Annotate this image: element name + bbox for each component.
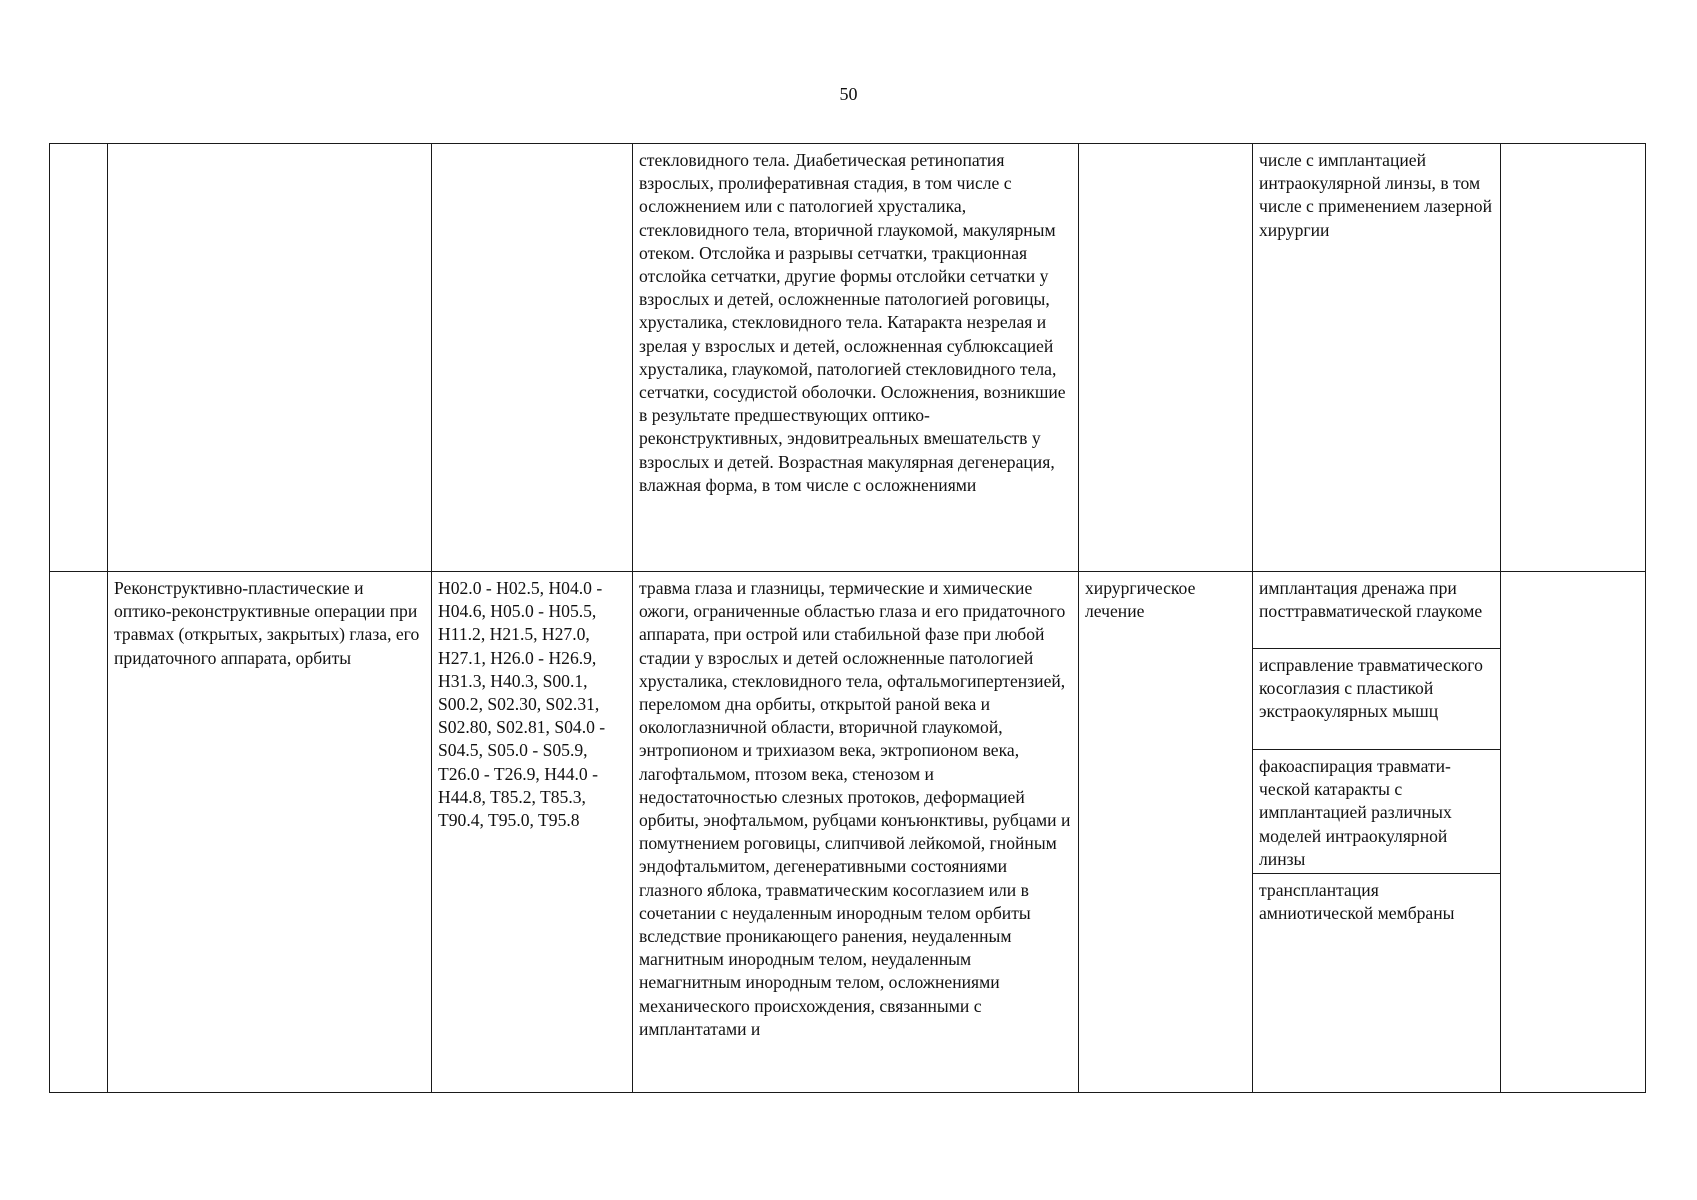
model-text: стекловидного тела. Диабетическая ретинопатия взрослых, пролиферативная стадия, в том числе с осложнением или с патологией хрусталика, стекловидного тела, вторичной глаукомой, макулярным отеком. Отслойка и разрывы сетчатки, тракционная отслойка сетчатки, другие формы отслойки сетчатки у взрослых и детей, осложненные патологией роговицы, хрусталика, стекловидного тела. Катаракта незрелая и зрелая у взрослых и детей, осложненная сублюксацией хрусталика, глаукомой, патологией стекловидного тела, сетчатки, сосудистой оболочки. Осложнения, возникшие в результате предшествующих оптико-реконструктивных, эндовитреальных вмешательств у взрослых и детей. Возрастная макулярная дегенерация, влажная форма, в том числе с осложнениями bbox=[639, 150, 1066, 495]
cell-codes bbox=[432, 572, 633, 1093]
cell-method bbox=[1253, 144, 1501, 572]
procedure-name: Реконструктивно-пластические и оптико-реконструктивные операции при травмах (открытых, закрытых) глаза, его придаточного аппарата, орбиты bbox=[114, 578, 420, 668]
cell-name bbox=[108, 572, 432, 1093]
procedures-table bbox=[49, 143, 1646, 1093]
method-item: трансплантация амниотической мембраны bbox=[1259, 880, 1455, 924]
page-number: 50 bbox=[839, 84, 858, 104]
cell-cost bbox=[1501, 144, 1646, 572]
cell-model bbox=[633, 144, 1079, 572]
cell-cost bbox=[1501, 572, 1646, 1093]
method-item: имплантация дренажа при посттравматической глаукоме bbox=[1253, 572, 1500, 649]
model-text: травма глаза и глазницы, термические и химические ожоги, ограниченные областью глаза и его придаточного аппарата, при острой или стабильной фазе при любой стадии у взрослых и детей осложненные патологией хрусталика, стекловидного тела, офтальмогипертензией, переломом дна орбиты, открытой раной века и окологлазничной области, вторичной глаукомой, энтропионом и трихиазом века, эктропионом века, лагофтальмом, птозом века, стенозом и недостаточностью слезных протоков, деформацией орбиты, энофтальмом, рубцами конъюнктивы, рубцами и помутнением роговицы, слипчивой лейкомой, гнойным эндофтальмитом, дегенеративными состояниями глазного яблока, травматическим косоглазием или в сочетании с неудаленным инородным телом орбиты вследствие проникающего ранения, неудаленным магнитным инородным телом, неудаленным немагнитным инородным телом, осложнениями механического происхождения, связанными с имплантатами и bbox=[639, 578, 1071, 1039]
cell-number bbox=[50, 144, 108, 572]
cell-codes bbox=[432, 144, 633, 572]
method-text: числе с имплантацией интраокулярной линзы, в том числе с применением лазерной хирургии bbox=[1259, 150, 1493, 240]
table-row bbox=[50, 144, 1646, 572]
cell-treatment bbox=[1079, 572, 1253, 1093]
method-item: факоаспирация травмати-ческой катаракты с имплантацией различных моделей интраокулярной линзы bbox=[1253, 750, 1500, 874]
cell-name bbox=[108, 144, 432, 572]
treatment-type: хирургическое лечение bbox=[1085, 578, 1196, 622]
cell-model bbox=[633, 572, 1079, 1093]
table-row bbox=[50, 572, 1646, 1093]
cell-number bbox=[50, 572, 108, 1093]
method-item: исправление травматического косоглазия с пластикой экстраокулярных мышц bbox=[1253, 649, 1500, 750]
cell-methods bbox=[1253, 572, 1501, 1093]
icd-codes: H02.0 - H02.5, H04.0 - H04.6, H05.0 - H05.5, H11.2, H21.5, H27.0, H27.1, H26.0 - H26.9, H31.3, H40.3, S00.1, S00.2, S02.30, S02.31, S02.80, S02.81, S04.0 - S04.5, S05.0 - S05.9, T26.0 - T26.9, H44.0 - H44.8, T85.2, T85.3, T90.4, T95.0, T95.8 bbox=[438, 578, 606, 831]
method-list bbox=[1253, 572, 1500, 927]
cell-treatment bbox=[1079, 144, 1253, 572]
